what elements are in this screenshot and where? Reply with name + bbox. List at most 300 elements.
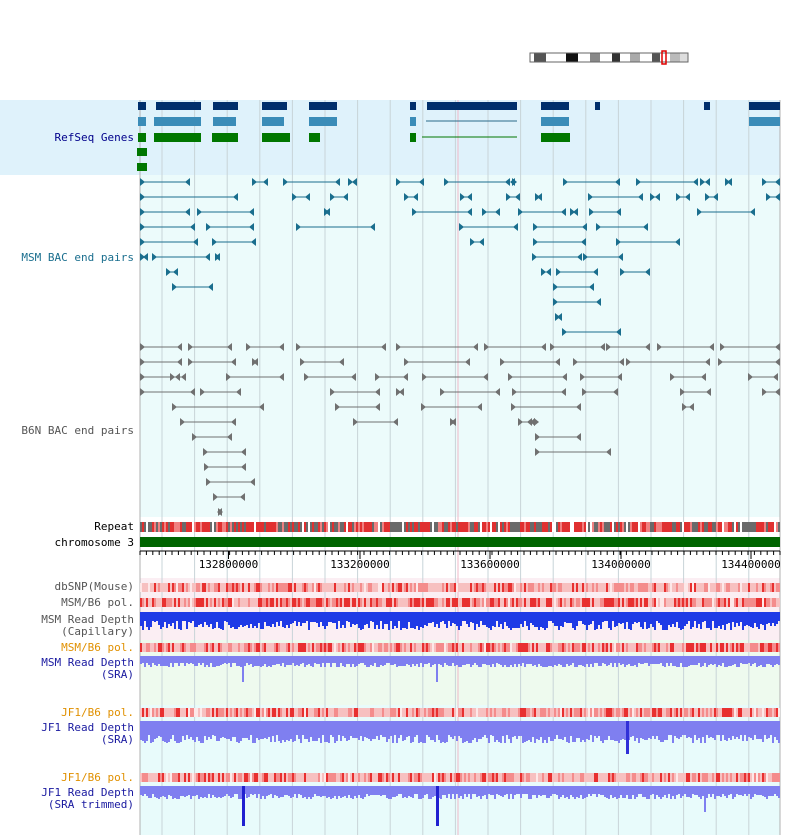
jf1-trimmed-depth-bar	[698, 786, 700, 797]
jf1-sra-depth-bar	[378, 721, 380, 740]
msm-pol-heat-cell	[336, 598, 338, 607]
jf1-sra-depth-bar	[432, 721, 434, 740]
jf1-pol-heat-cell	[322, 708, 324, 717]
jf1-pol-trimmed-heat-cell	[380, 773, 382, 782]
msm-sra-depth-bar	[156, 656, 158, 666]
msm-pol-heat-cell	[450, 598, 452, 607]
jf1-pol-trimmed-heat-cell	[356, 773, 358, 782]
msm-pol-heat-cell	[692, 598, 694, 607]
jf1-pol-trimmed-heat-cell	[610, 773, 612, 782]
msm-sra-depth-bar	[524, 656, 526, 667]
msm-pol-capillary-label[interactable]: MSM/B6 pol.	[61, 596, 134, 609]
jf1-trimmed-depth-bar	[294, 786, 296, 794]
jf1-pol-heat-cell	[258, 708, 260, 717]
msm-pol-heat-cell	[626, 598, 628, 607]
msm-sra-depth-bar	[212, 656, 214, 667]
jf1-sra-depth-bar	[228, 721, 230, 739]
msm-pol-heat-cell	[728, 598, 730, 607]
msm-capillary-depth-bar	[362, 612, 364, 629]
msm-pol-heat-cell	[292, 598, 294, 607]
jf1-pol-trimmed-heat-cell	[756, 773, 758, 782]
repeat-mark	[540, 522, 542, 532]
jf1-pol-heat-cell	[482, 708, 484, 717]
jf1-pol-trimmed-heat-cell	[496, 773, 498, 782]
jf1-pol-trimmed-heat-cell	[534, 773, 536, 782]
jf1-sra-depth-bar	[164, 721, 166, 742]
jf1-pol-trimmed-heat-cell	[294, 773, 296, 782]
jf1-pol-trimmed-heat-cell	[350, 773, 352, 782]
repeat-mark	[684, 522, 686, 532]
jf1-pol-trimmed-heat-cell	[338, 773, 340, 782]
jf1-pol-trimmed-heat-cell	[584, 773, 586, 782]
jf1-pol-trimmed-heat-cell	[690, 773, 692, 782]
repeat-mark	[650, 522, 652, 532]
dbsnp-heat-cell	[710, 583, 712, 592]
msm-sra-depth-bar	[168, 656, 170, 667]
jf1-pol-trimmed-heat-cell	[346, 773, 348, 782]
msm-sra-depth-bar	[422, 656, 424, 667]
repeat-mark	[196, 522, 198, 532]
jf1-pol-trimmed-heat-cell	[194, 773, 196, 782]
jf1-trimmed-depth-bar	[368, 786, 370, 796]
jf1-pol-trimmed-heat-cell	[612, 773, 614, 782]
msm-capillary-depth-bar	[144, 612, 146, 621]
msm-capillary-depth-bar	[550, 612, 552, 621]
dbsnp-heat-cell	[370, 583, 372, 592]
dbsnp-heat-cell	[580, 583, 582, 592]
dbsnp-heat-cell	[692, 583, 694, 592]
msm-pol-heat-cell	[158, 598, 160, 607]
msm-pol-heat-cell	[200, 598, 202, 607]
dbsnp-heat-cell	[538, 583, 540, 592]
jf1-pol-trimmed-heat-cell	[614, 773, 616, 782]
jf1-sra-depth-bar	[166, 721, 168, 743]
jf1-pol-sra-label[interactable]: JF1/B6 pol.	[61, 706, 134, 719]
jf1-sra-depth-bar	[358, 721, 360, 740]
jf1-pol-heat-cell	[646, 708, 648, 717]
jf1-pol-heat-cell	[374, 708, 376, 717]
dbsnp-heat-cell	[494, 583, 496, 592]
jf1-pol-heat-cell	[264, 708, 266, 717]
jf1-sra-depth-bar	[244, 721, 246, 738]
jf1-pol-heat-cell	[378, 708, 380, 717]
msm-sra-depth-bar	[256, 656, 258, 666]
jf1-sra-depth-bar	[248, 721, 250, 740]
dbsnp-heat-cell	[490, 583, 492, 592]
jf1-sra-depth-bar	[766, 721, 768, 739]
msm-sra-depth-bar	[402, 656, 404, 666]
jf1-pol-heat-cell	[254, 708, 256, 717]
msm-capillary-depth-bar	[272, 612, 274, 624]
msm-pol-heat-cell	[328, 598, 330, 607]
jf1-pol-heat-cell	[622, 708, 624, 717]
dbsnp-track-label[interactable]: dbSNP(Mouse)	[54, 580, 134, 593]
jf1-pol-heat-cell	[278, 708, 280, 717]
jf1-pol-trimmed-heat-cell	[742, 773, 744, 782]
dbsnp-heat-cell	[578, 583, 580, 592]
msm-pol-sra-heat-cell	[628, 643, 630, 652]
msm-pol-sra-heat-cell	[260, 643, 262, 652]
jf1-pol-trimmed-heat-cell	[538, 773, 540, 782]
msm-pol-sra-heat-cell	[326, 643, 328, 652]
msm-sra-depth-bar	[452, 656, 454, 663]
jf1-trimmed-depth-bar	[274, 786, 276, 795]
msm-pol-sra-label[interactable]: MSM/B6 pol.	[61, 641, 134, 654]
msm-capillary-depth-bar	[738, 612, 740, 626]
msm-pol-heat-cell	[404, 598, 406, 607]
msm-capillary-depth-bar	[478, 612, 480, 627]
repeat-mark	[428, 522, 430, 532]
jf1-trimmed-depth-bar	[300, 786, 302, 795]
jf1-pol-heat-cell	[712, 708, 714, 717]
jf1-trimmed-depth-bar	[208, 786, 210, 794]
msm-capillary-depth-bar	[370, 612, 372, 621]
msm-pol-sra-heat-cell	[598, 643, 600, 652]
jf1-pol-heat-cell	[568, 708, 570, 717]
msm-capillary-depth-bar	[676, 612, 678, 622]
repeat-mark	[400, 522, 402, 532]
jf1-trimmed-depth-bar	[372, 786, 374, 795]
jf1-trimmed-depth-bar	[302, 786, 304, 798]
jf1-pol-trimmed-label[interactable]: JF1/B6 pol.	[61, 771, 134, 784]
jf1-sra-depth-bar	[376, 721, 378, 736]
msm-pol-heat-cell	[146, 598, 148, 607]
msm-sra-depth-bar	[768, 656, 770, 664]
msm-pol-heat-cell	[456, 598, 458, 607]
msm-pol-heat-cell	[354, 598, 356, 607]
jf1-trimmed-depth-bar	[754, 786, 756, 794]
jf1-sra-depth-bar	[270, 721, 272, 742]
msm-depth-capillary-label-2[interactable]: (Capillary)	[61, 625, 134, 638]
msm-capillary-depth-bar	[278, 612, 280, 626]
msm-pol-sra-heat-cell	[490, 643, 492, 652]
jf1-sra-depth-bar	[152, 721, 154, 742]
msm-pol-heat-cell	[518, 598, 520, 607]
jf1-sra-depth-bar	[394, 721, 396, 735]
msm-pol-sra-heat-cell	[224, 643, 226, 652]
msm-pol-sra-heat-cell	[322, 643, 324, 652]
b6n-bac-track-label[interactable]: B6N BAC end pairs	[21, 424, 134, 437]
jf1-pol-trimmed-heat-cell	[608, 773, 610, 782]
msm-depth-capillary-label-1[interactable]: MSM Read Depth	[41, 613, 134, 626]
repeat-mark	[190, 522, 192, 532]
jf1-sra-depth-bar	[678, 721, 680, 739]
dbsnp-heat-cell	[474, 583, 476, 592]
msm-pol-sra-heat-cell	[776, 643, 778, 652]
jf1-pol-trimmed-heat-cell	[740, 773, 742, 782]
jf1-trimmed-depth-bar	[726, 786, 728, 798]
msm-pol-sra-heat-cell	[166, 643, 168, 652]
msm-capillary-depth-bar	[180, 612, 182, 630]
msm-sra-depth-bar	[412, 656, 414, 664]
msm-sra-depth-bar	[504, 656, 506, 665]
jf1-pol-trimmed-heat-cell	[682, 773, 684, 782]
msm-pol-heat-cell	[742, 598, 744, 607]
msm-capillary-depth-bar	[424, 612, 426, 625]
msm-pol-sra-heat-cell	[668, 643, 670, 652]
msm-bac-track-label[interactable]: MSM BAC end pairs	[21, 251, 134, 264]
msm-pol-sra-heat-cell	[736, 643, 738, 652]
jf1-trimmed-depth-bar	[328, 786, 330, 797]
jf1-trimmed-depth-bar	[308, 786, 310, 797]
jf1-trimmed-depth-bar	[264, 786, 266, 799]
dbsnp-heat-cell	[772, 583, 774, 592]
jf1-sra-depth-bar	[408, 721, 410, 736]
jf1-trimmed-depth-bar	[604, 786, 606, 797]
msm-sra-depth-bar	[290, 656, 292, 665]
msm-capillary-depth-bar	[264, 612, 266, 622]
msm-sra-depth-bar	[300, 656, 302, 664]
gene-block	[262, 133, 290, 142]
jf1-trimmed-depth-bar	[730, 786, 732, 794]
jf1-depth-trimmed-label-1[interactable]: JF1 Read Depth	[41, 786, 134, 799]
dbsnp-heat-cell	[568, 583, 570, 592]
dbsnp-heat-cell	[496, 583, 498, 592]
msm-capillary-depth-bar	[434, 612, 436, 627]
jf1-pol-trimmed-heat-cell	[278, 773, 280, 782]
msm-pol-heat-cell	[252, 598, 254, 607]
jf1-pol-heat-cell	[676, 708, 678, 717]
msm-pol-sra-heat-cell	[452, 643, 454, 652]
msm-pol-heat-cell	[610, 598, 612, 607]
jf1-pol-heat-cell	[464, 708, 466, 717]
jf1-pol-trimmed-heat-cell	[670, 773, 672, 782]
repeat-track-label[interactable]: Repeat	[94, 520, 134, 533]
msm-pol-heat-cell	[476, 598, 478, 607]
msm-capillary-depth-bar	[558, 612, 560, 630]
msm-capillary-depth-bar	[194, 612, 196, 627]
dbsnp-heat-cell	[390, 583, 392, 592]
msm-sra-depth-bar	[774, 656, 776, 665]
dbsnp-heat-cell	[660, 583, 662, 592]
msm-pol-heat-cell	[562, 598, 564, 607]
jf1-sra-depth-bar	[466, 721, 468, 741]
jf1-trimmed-depth-bar	[162, 786, 164, 796]
msm-pol-heat-cell	[418, 598, 420, 607]
msm-capillary-depth-bar	[646, 612, 648, 629]
jf1-pol-heat-cell	[532, 708, 534, 717]
jf1-sra-depth-bar	[594, 721, 596, 736]
repeat-mark	[694, 522, 696, 532]
jf1-pol-heat-cell	[748, 708, 750, 717]
jf1-pol-trimmed-heat-cell	[458, 773, 460, 782]
jf1-trimmed-depth-bar	[582, 786, 584, 799]
jf1-pol-heat-cell	[370, 708, 372, 717]
jf1-trimmed-depth-bar	[596, 786, 598, 797]
msm-capillary-depth-bar	[602, 612, 604, 622]
jf1-sra-depth-bar	[546, 721, 548, 743]
repeat-mark	[492, 522, 494, 532]
msm-capillary-depth-bar	[462, 612, 464, 621]
msm-sra-depth-bar	[764, 656, 766, 667]
msm-pol-sra-heat-cell	[194, 643, 196, 652]
jf1-pol-heat-cell	[312, 708, 314, 717]
msm-pol-sra-heat-cell	[670, 643, 672, 652]
jf1-trimmed-depth-bar	[592, 786, 594, 794]
jf1-trimmed-depth-bar	[638, 786, 640, 794]
jf1-trimmed-depth-bar	[444, 786, 446, 795]
msm-pol-heat-cell	[312, 598, 314, 607]
axis-tick-label: 132800000	[198, 558, 259, 571]
msm-pol-sra-heat-cell	[362, 643, 364, 652]
msm-pol-heat-cell	[366, 598, 368, 607]
msm-pol-heat-cell	[776, 598, 778, 607]
jf1-sra-depth-bar	[372, 721, 374, 739]
msm-sra-depth-bar	[542, 656, 544, 667]
jf1-pol-heat-cell	[514, 708, 516, 717]
jf1-pol-trimmed-heat-cell	[372, 773, 374, 782]
msm-capillary-depth-bar	[162, 612, 164, 627]
msm-pol-sra-heat-cell	[212, 643, 214, 652]
msm-capillary-depth-bar	[640, 612, 642, 627]
msm-pol-heat-cell	[298, 598, 300, 607]
jf1-sra-depth-bar	[182, 721, 184, 736]
msm-sra-depth-bar	[548, 656, 550, 666]
jf1-sra-depth-bar	[178, 721, 180, 743]
msm-pol-heat-cell	[172, 598, 174, 607]
msm-pol-heat-cell	[600, 598, 602, 607]
msm-sra-depth-bar	[506, 656, 508, 667]
jf1-sra-depth-bar	[220, 721, 222, 738]
jf1-pol-trimmed-heat-cell	[724, 773, 726, 782]
jf1-pol-trimmed-heat-cell	[710, 773, 712, 782]
repeat-mark	[156, 522, 158, 532]
jf1-sra-depth-bar	[740, 721, 742, 735]
repeat-mark	[510, 522, 512, 532]
jf1-sra-depth-bar	[232, 721, 234, 737]
msm-depth-sra-label-1[interactable]: MSM Read Depth	[41, 656, 134, 669]
jf1-sra-depth-bar	[242, 721, 244, 738]
jf1-pol-trimmed-heat-cell	[504, 773, 506, 782]
jf1-trimmed-depth-bar	[344, 786, 346, 796]
msm-capillary-depth-bar	[764, 612, 766, 630]
jf1-trimmed-depth-bar	[474, 786, 476, 794]
msm-sra-depth-bar	[182, 656, 184, 663]
jf1-sra-depth-bar	[308, 721, 310, 742]
jf1-trimmed-depth-bar	[688, 786, 690, 797]
jf1-depth-trimmed-label-2[interactable]: (SRA trimmed)	[47, 798, 134, 811]
msm-pol-sra-heat-cell	[574, 643, 576, 652]
msm-depth-sra-label-2[interactable]: (SRA)	[100, 668, 134, 681]
dbsnp-heat-cell	[478, 583, 480, 592]
dbsnp-heat-cell	[506, 583, 508, 592]
msm-capillary-depth-bar	[650, 612, 652, 624]
jf1-pol-heat-cell	[548, 708, 550, 717]
msm-pol-heat-cell	[266, 598, 268, 607]
jf1-trimmed-depth-bar	[522, 786, 524, 794]
msm-capillary-depth-bar	[648, 612, 650, 628]
msm-capillary-depth-bar	[564, 612, 566, 622]
repeat-mark	[512, 522, 514, 532]
jf1-pol-heat-cell	[716, 708, 718, 717]
jf1-sra-depth-bar	[338, 721, 340, 735]
jf1-pol-heat-cell	[314, 708, 316, 717]
msm-pol-sra-heat-cell	[558, 643, 560, 652]
msm-capillary-depth-bar	[506, 612, 508, 626]
msm-pol-heat-cell	[514, 598, 516, 607]
repeat-mark	[176, 522, 178, 532]
msm-pol-heat-cell	[348, 598, 350, 607]
msm-capillary-depth-bar	[316, 612, 318, 623]
repeat-mark	[688, 522, 690, 532]
msm-sra-depth-bar	[628, 656, 630, 664]
msm-sra-depth-bar	[602, 656, 604, 663]
msm-capillary-depth-bar	[568, 612, 570, 623]
jf1-sra-depth-bar	[680, 721, 682, 737]
msm-pol-sra-heat-cell	[272, 643, 274, 652]
msm-capillary-depth-bar	[444, 612, 446, 624]
jf1-depth-sra-label-2[interactable]: (SRA)	[100, 733, 134, 746]
jf1-sra-depth-bar	[660, 721, 662, 742]
repeat-mark	[502, 522, 504, 532]
msm-pol-heat-cell	[604, 598, 606, 607]
jf1-sra-depth-bar	[502, 721, 504, 736]
jf1-sra-depth-bar	[738, 721, 740, 739]
refseq-track-label[interactable]: RefSeq Genes	[54, 131, 134, 144]
gene-block	[137, 148, 147, 156]
msm-pol-heat-cell	[256, 598, 258, 607]
chromosome-track-label[interactable]: chromosome 3	[54, 536, 134, 549]
jf1-pol-trimmed-heat-cell	[582, 773, 584, 782]
msm-capillary-depth-bar	[652, 612, 654, 627]
repeat-mark	[312, 522, 314, 532]
dbsnp-heat-cell	[270, 583, 272, 592]
msm-pol-heat-cell	[342, 598, 344, 607]
repeat-mark	[612, 522, 614, 532]
repeat-mark	[346, 522, 348, 532]
jf1-sra-depth-bar	[708, 721, 710, 738]
jf1-depth-sra-label-1[interactable]: JF1 Read Depth	[41, 721, 134, 734]
repeat-mark	[652, 522, 654, 532]
jf1-trimmed-depth-bar	[370, 786, 372, 795]
jf1-sra-depth-bar	[712, 721, 714, 738]
msm-sra-depth-bar	[388, 656, 390, 663]
dbsnp-heat-cell	[498, 583, 500, 592]
jf1-trimmed-depth-bar	[696, 786, 698, 795]
jf1-trimmed-depth-bar	[590, 786, 592, 796]
jf1-pol-trimmed-heat-cell	[460, 773, 462, 782]
msm-pol-heat-cell	[206, 598, 208, 607]
msm-sra-depth-bar	[712, 656, 714, 665]
jf1-pol-trimmed-heat-cell	[466, 773, 468, 782]
msm-pol-heat-cell	[484, 598, 486, 607]
msm-capillary-depth-bar	[538, 612, 540, 630]
msm-sra-depth-bar	[632, 656, 634, 666]
repeat-mark	[714, 522, 716, 532]
msm-capillary-depth-bar	[410, 612, 412, 628]
dbsnp-heat-cell	[188, 583, 190, 592]
msm-pol-sra-heat-cell	[734, 643, 736, 652]
repeat-mark	[776, 522, 778, 532]
jf1-trimmed-depth-bar	[442, 786, 444, 795]
msm-pol-heat-cell	[718, 598, 720, 607]
repeat-mark	[390, 522, 392, 532]
msm-pol-heat-cell	[660, 598, 662, 607]
jf1-pol-heat-cell	[442, 708, 444, 717]
dbsnp-heat-cell	[230, 583, 232, 592]
dbsnp-heat-cell	[164, 583, 166, 592]
repeat-mark	[208, 522, 210, 532]
msm-sra-depth-bar	[390, 656, 392, 665]
msm-pol-heat-cell	[458, 598, 460, 607]
gene-block	[138, 117, 146, 126]
msm-pol-sra-heat-cell	[174, 643, 176, 652]
msm-sra-depth-bar	[580, 656, 582, 665]
jf1-pol-trimmed-heat-cell	[558, 773, 560, 782]
jf1-sra-depth-bar	[616, 721, 618, 741]
msm-capillary-depth-bar	[468, 612, 470, 627]
msm-sra-depth-bar	[440, 656, 442, 665]
